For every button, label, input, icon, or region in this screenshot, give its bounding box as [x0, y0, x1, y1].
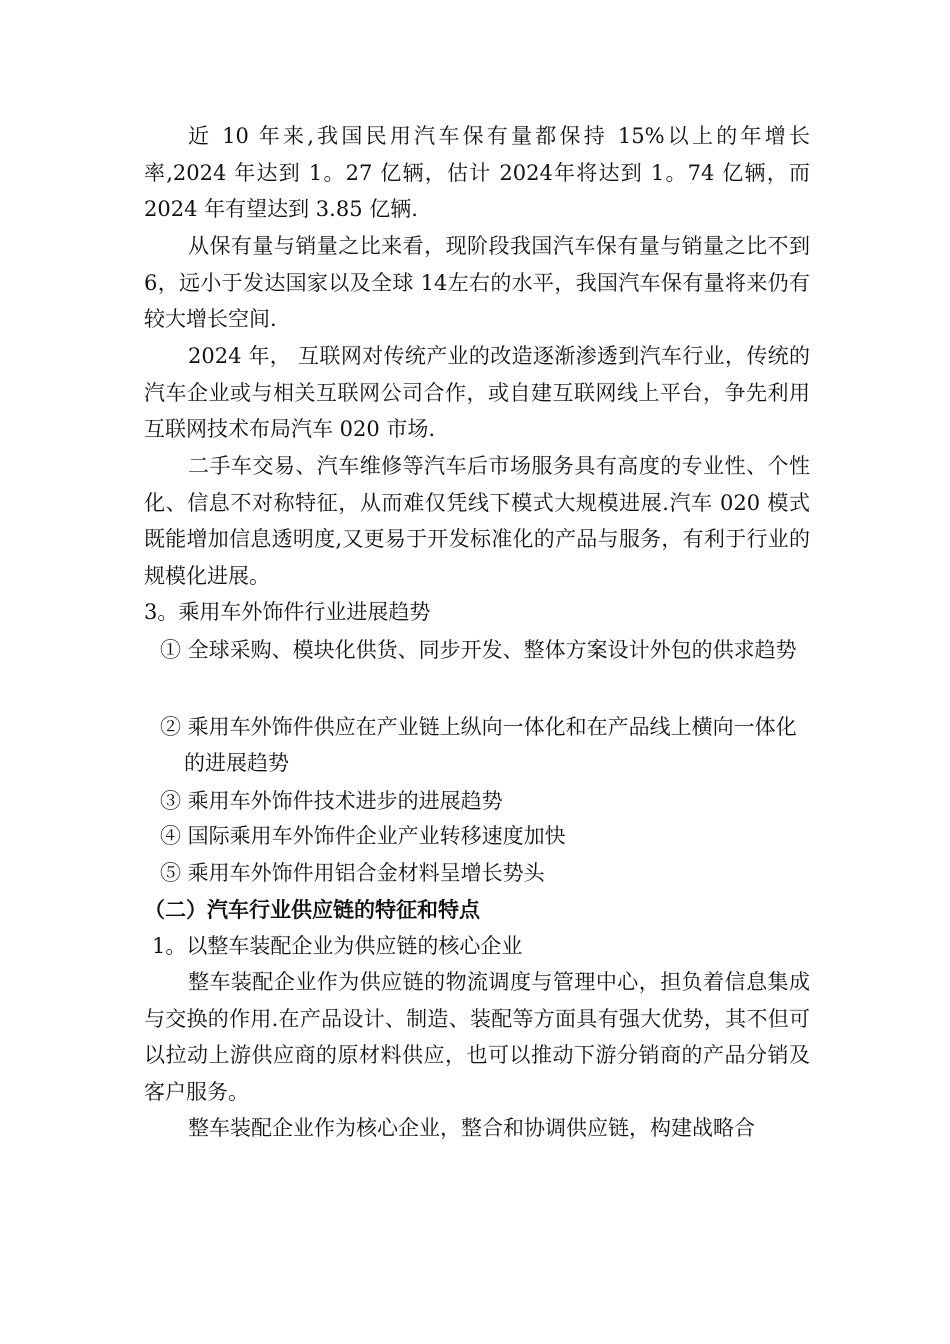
section-two-title: （二）汽车行业供应链的特征和特点	[144, 897, 480, 922]
paragraph-vehicle-ownership: 近 10 年来,我国民用汽车保有量都保持 15%以上的年增长率,2024 年达到 1。27 亿辆，估计 2024年将达到 1。74 亿辆，而 2024 年有望达到 3.85 亿辆.	[144, 124, 810, 221]
trend-item-4: ④ 国际乘用车外饰件企业产业转移速度加快	[160, 824, 566, 848]
paragraph-core-enterprise-cont: 整车装配企业作为核心企业，整合和协调供应链，构建战略合	[188, 1116, 755, 1140]
subsection-1-title: 1。以整车装配企业为供应链的核心企业	[152, 934, 523, 958]
paragraph-aftermarket: 二手车交易、汽车维修等汽车后市场服务具有高度的专业性、个性化、信息不对称特征，从而难仅凭线下模式大规模进展.汽车 020 模式既能增加信息透明度,又更易于开发标准化的产品与服务，有利于行业的规模化进展。	[144, 454, 810, 588]
trend-item-2: ② 乘用车外饰件供应在产业链上纵向一体化和在产品线上横向一体化的进展趋势	[160, 715, 797, 775]
trend-item-3: ③ 乘用车外饰件技术进步的进展趋势	[160, 789, 503, 813]
trend-item-5: ⑤ 乘用车外饰件用铝合金材料呈增长势头	[160, 861, 545, 885]
paragraph-core-enterprise: 整车装配企业作为供应链的物流调度与管理中心，担负着信息集成与交换的作用.在产品设计、制造、装配等方面具有强大优势，其不但可以拉动上游供应商的原材料供应，也可以推动下游分销商的产品分销及客户服务。	[144, 970, 810, 1104]
trend-item-1: ① 全球采购、模块化供货、同步开发、整体方案设计外包的供求趋势	[160, 638, 797, 662]
paragraph-ownership-sales-ratio: 从保有量与销量之比来看，现阶段我国汽车保有量与销量之比不到 6，远小于发达国家以及全球 14左右的水平，我国汽车保有量将来仍有较大增长空间.	[144, 234, 810, 331]
section-3-title: 3。乘用车外饰件行业进展趋势	[144, 600, 431, 624]
paragraph-internet-o2o: 2024 年， 互联网对传统产业的改造逐渐渗透到汽车行业，传统的汽车企业或与相关互联网公司合作，或自建互联网线上平台，争先利用互联网技术布局汽车 020 市场.	[144, 344, 810, 441]
